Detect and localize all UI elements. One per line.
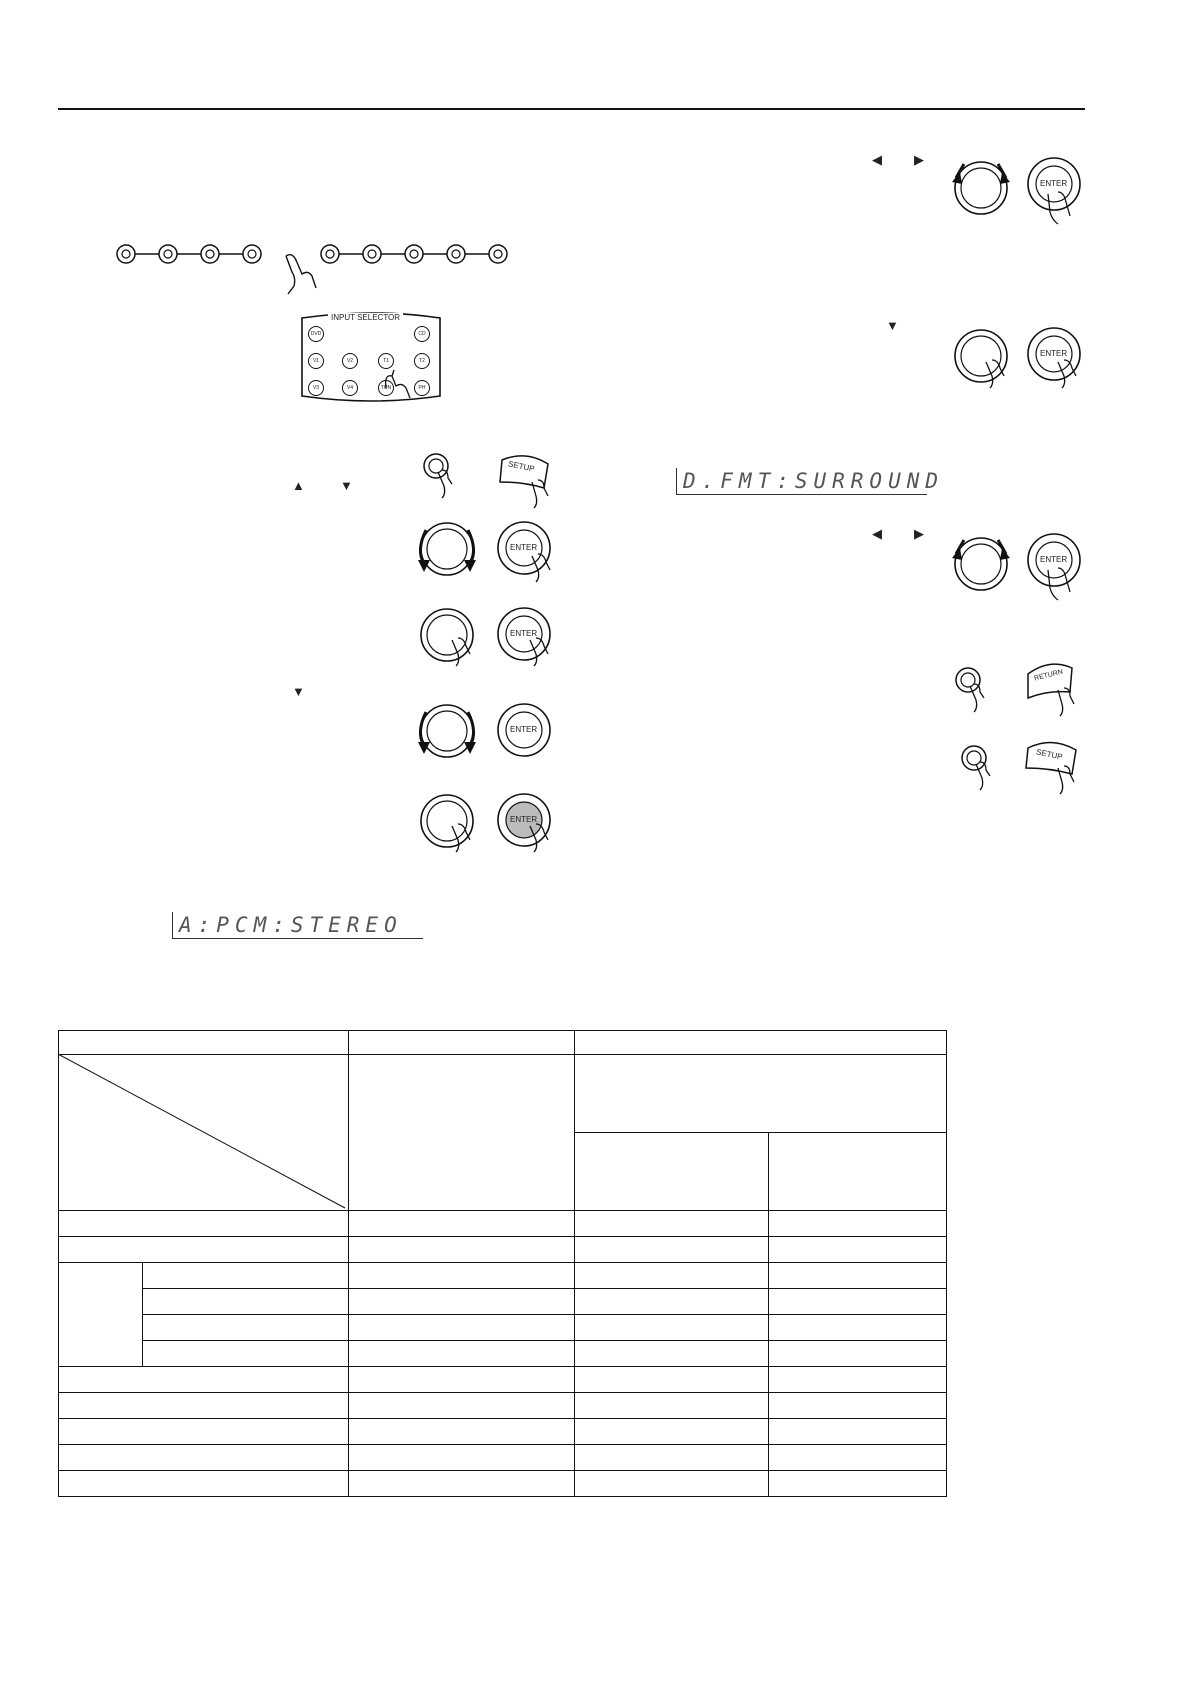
jog-dial-press-icon (948, 320, 1018, 390)
finger-icon (286, 255, 316, 294)
jog-dial-press-icon (412, 600, 482, 670)
setup-button-icon (958, 742, 998, 792)
input-button-v4[interactable]: V4 (342, 380, 358, 396)
front-panel-buttons (110, 236, 510, 296)
table-cell (59, 1031, 349, 1055)
enter-key[interactable] (492, 696, 562, 766)
setup-key-label: SETUP (507, 459, 536, 474)
enter-key[interactable] (1022, 152, 1092, 228)
down-arrow-icon: ▼ (292, 684, 305, 699)
table-cell (575, 1133, 769, 1211)
table-header-corner (59, 1055, 349, 1211)
enter-key[interactable] (1022, 528, 1092, 604)
down-arrow-icon: ▼ (886, 318, 899, 333)
enter-key-label: ENTER (1040, 179, 1068, 188)
table-row (59, 1263, 947, 1289)
left-arrow-icon: ◀ (872, 526, 882, 541)
lcd-display-analog-format: A:PCM:STEREO (172, 912, 423, 939)
input-button-v1[interactable]: V1 (308, 353, 324, 369)
table-cell (575, 1055, 947, 1133)
input-button-t1[interactable]: T1 (378, 353, 394, 369)
enter-key-label: ENTER (1040, 555, 1068, 564)
setup-button-icon (420, 450, 460, 500)
table-row (59, 1341, 947, 1367)
return-key[interactable] (1024, 660, 1084, 718)
table-row (59, 1471, 947, 1497)
enter-key[interactable] (492, 786, 562, 856)
setup-key[interactable] (1024, 738, 1086, 798)
input-button-t2[interactable]: T2 (414, 353, 430, 369)
input-button-v3[interactable]: V3 (308, 380, 324, 396)
enter-key-label: ENTER (1040, 349, 1068, 358)
header-rule (58, 108, 1085, 110)
down-arrow-icon: ▼ (340, 478, 353, 493)
table-row (59, 1445, 947, 1471)
enter-key-label: ENTER (510, 543, 538, 552)
input-button-v2[interactable]: V2 (342, 353, 358, 369)
table-row (59, 1419, 947, 1445)
jog-dial-rotate-icon (948, 152, 1018, 222)
settings-table (58, 1030, 947, 1497)
input-button-dvd[interactable]: DVD (308, 326, 324, 342)
table-cell (349, 1031, 575, 1055)
table-cell (575, 1031, 947, 1055)
up-arrow-icon: ▲ (292, 478, 305, 493)
right-arrow-icon: ▶ (914, 526, 924, 541)
jog-dial-press-icon (412, 786, 482, 856)
lcd-display-digital-format: D.FMT:SURROUND (676, 468, 927, 495)
enter-key[interactable] (492, 600, 562, 670)
enter-key[interactable] (492, 514, 562, 584)
jog-dial-rotate-icon (948, 528, 1018, 598)
input-selector-title: INPUT SELECTOR (328, 313, 403, 322)
input-button-ph[interactable]: PH (414, 380, 430, 396)
return-button-icon (952, 664, 992, 714)
table-row (59, 1237, 947, 1263)
table-row (59, 1393, 947, 1419)
remote-input-selector-panel (300, 310, 442, 406)
input-button-tun[interactable]: TUN (378, 380, 394, 396)
jog-dial-rotate-icon (412, 514, 482, 584)
left-arrow-icon: ◀ (872, 152, 882, 167)
enter-key-label: ENTER (510, 725, 538, 734)
table-cell (349, 1055, 575, 1211)
jog-dial-rotate-icon (412, 696, 482, 766)
table-row (59, 1289, 947, 1315)
table-cell (769, 1133, 947, 1211)
setup-key-label: SETUP (1035, 747, 1064, 762)
right-arrow-icon: ▶ (914, 152, 924, 167)
setup-key[interactable] (498, 452, 546, 486)
table-row (59, 1315, 947, 1341)
table-row (59, 1367, 947, 1393)
enter-key-label: ENTER (510, 629, 538, 638)
table-row (59, 1211, 947, 1237)
enter-key-label: ENTER (510, 815, 538, 824)
enter-key[interactable] (1022, 320, 1092, 390)
input-button-cd[interactable]: CD (414, 326, 430, 342)
return-key-label: RETURN (1033, 668, 1064, 683)
